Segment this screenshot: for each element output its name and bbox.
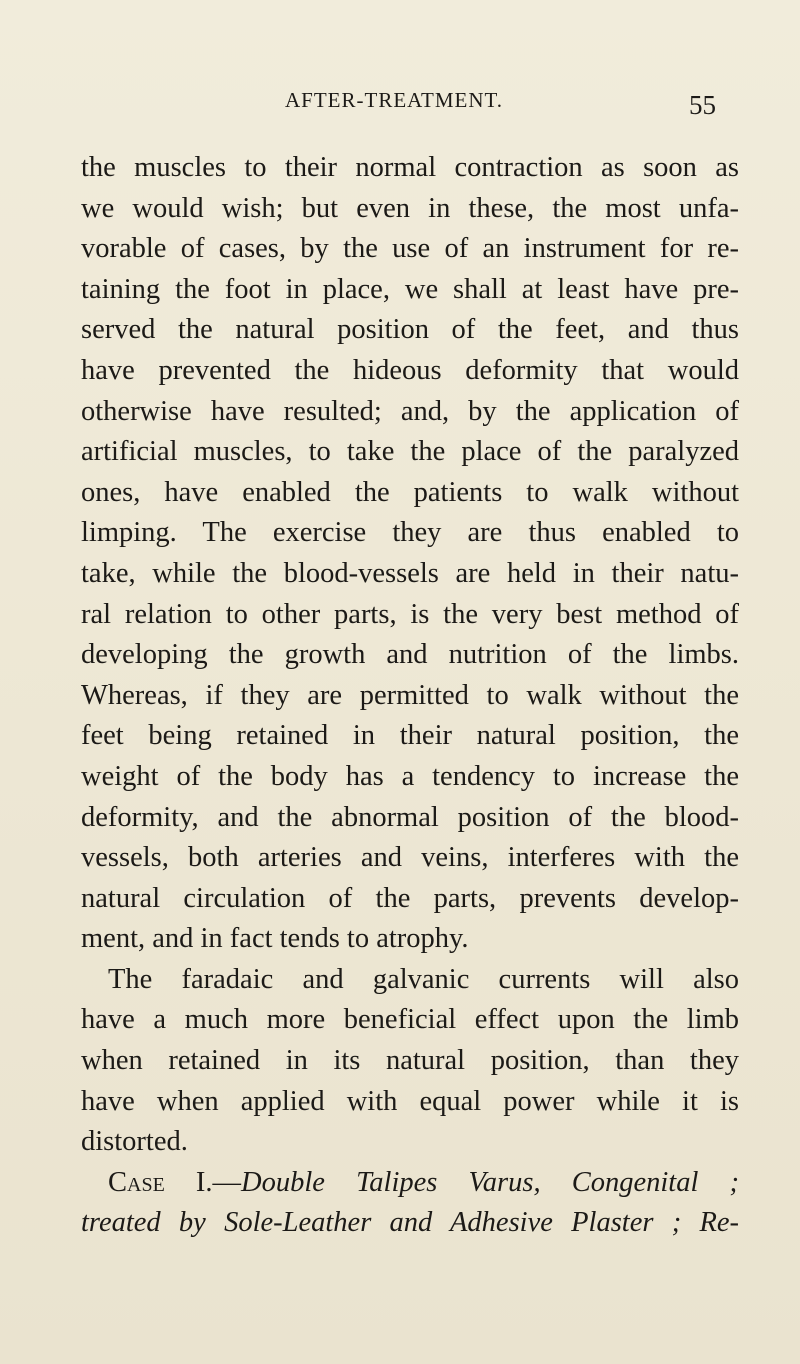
text-line: taining the foot in place, we shall at least have pre- — [81, 273, 739, 305]
text-line: vessels, both arteries and veins, interferes with the — [81, 842, 739, 874]
case-dash: — — [212, 1166, 242, 1198]
text-line: we would wish; but even in these, the most unfa- — [81, 192, 739, 224]
text-line: have prevented the hideous deformity that would — [81, 354, 739, 386]
running-header — [0, 88, 800, 128]
case-title: Double Talipes Varus, Congenital ; — [241, 1166, 739, 1198]
text-line: distorted. — [81, 1126, 188, 1158]
text-line: the muscles to their normal contraction as soon as — [81, 152, 739, 183]
running-title: AFTER-TREATMENT. — [285, 88, 504, 112]
text-line: take, while the blood-vessels are held in their natu- — [81, 557, 739, 589]
case-title-continued: treated by Sole-Leather and Adhesive Plaster ; Re- — [81, 1207, 739, 1239]
text-line: when retained in its natural position, than they — [81, 1045, 739, 1077]
text-line: otherwise have resulted; and, by the application of — [81, 395, 739, 427]
text-line: Whereas, if they are permitted to walk without the — [81, 679, 739, 711]
text-line: artificial muscles, to take the place of the paralyzed — [81, 436, 739, 468]
text-line: ones, have enabled the patients to walk without — [81, 476, 739, 508]
case-heading-line — [81, 1163, 739, 1204]
text-line: ral relation to other parts, is the very best method of — [81, 598, 739, 630]
text-line: weight of the body has a tendency to increase the — [81, 760, 739, 792]
text-line: have when applied with equal power while it is — [81, 1085, 739, 1117]
text-line: ment, and in fact tends to atrophy. — [81, 923, 469, 955]
paragraph-after-treatment — [81, 148, 739, 960]
text-line: deformity, and the abnormal position of the blood- — [81, 801, 739, 833]
text-line: developing the growth and nutrition of the limbs. — [81, 639, 739, 671]
page-number: 55 — [689, 90, 716, 120]
paragraph-currents — [81, 960, 739, 1163]
case-label: Case I. — [108, 1166, 213, 1198]
case-heading — [81, 1163, 739, 1244]
text-line: have a much more beneficial effect upon the limb — [81, 1004, 739, 1036]
text-line: natural circulation of the parts, prevents develop- — [81, 882, 739, 914]
text-line: feet being retained in their natural position, the — [81, 720, 739, 752]
text-line: vorable of cases, by the use of an instrument for re- — [81, 233, 739, 265]
body-text — [81, 148, 739, 1244]
text-line: served the natural position of the feet, and thus — [81, 314, 739, 346]
text-line: limping. The exercise they are thus enabled to — [81, 517, 739, 549]
text-line: The faradaic and galvanic currents will also — [108, 963, 739, 995]
